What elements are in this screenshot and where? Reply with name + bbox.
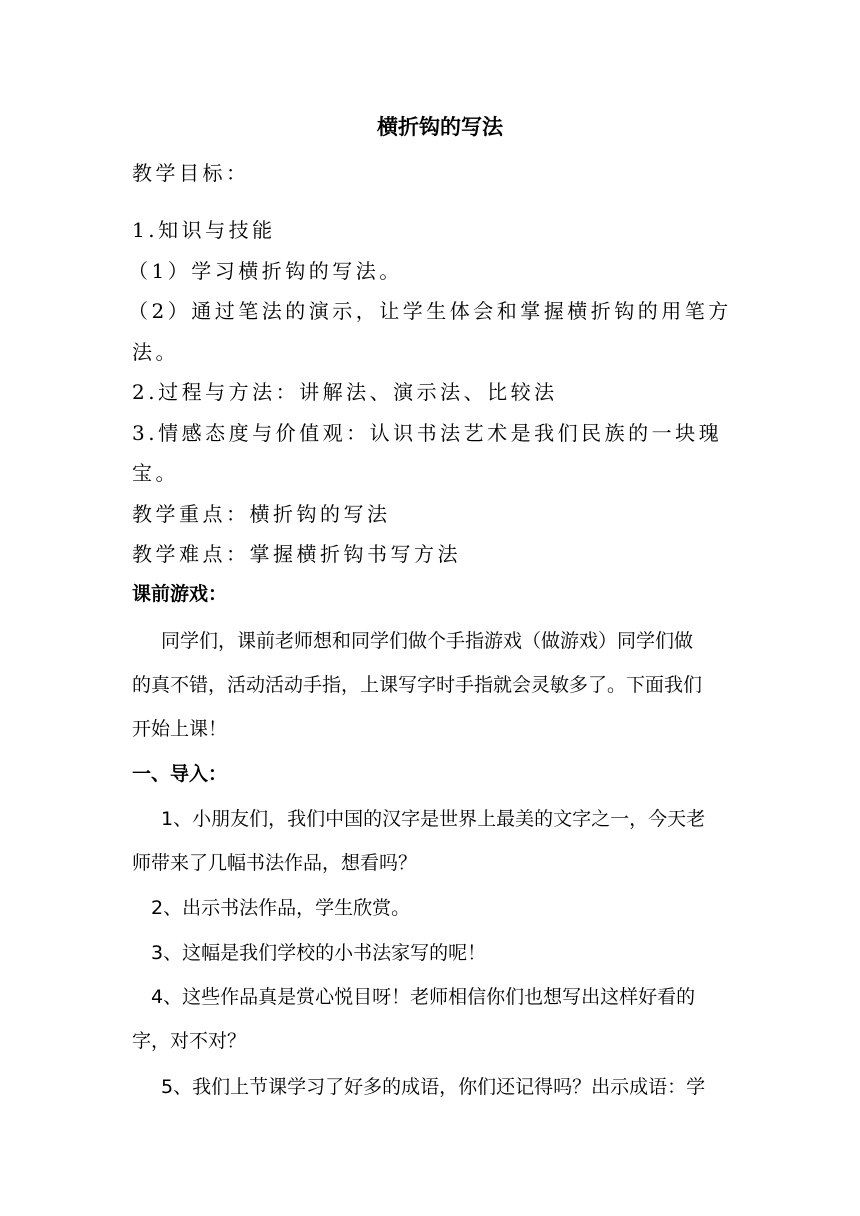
objective-2: 2.过程与方法：讲解法、演示法、比较法	[132, 380, 558, 404]
difficult-point: 教学难点：掌握横折钩书写方法	[132, 542, 461, 566]
intro-item-4-cont: 字，对不对？	[132, 1030, 247, 1052]
game-heading: 课前游戏：	[132, 583, 228, 605]
objective-1-item-2: （2）通过笔法的演示，让学生体会和掌握横折钩的用笔方	[128, 299, 732, 323]
objective-3: 3.情感态度与价值观：认识书法艺术是我们民族的一块瑰	[132, 421, 723, 445]
intro-item-1-cont: 师带来了几幅书法作品，想看吗？	[132, 852, 418, 874]
intro-item-5: 5、我们上节课学习了好多的成语，你们还记得吗？出示成语：学	[161, 1076, 706, 1098]
objectives-heading: 教学目标：	[132, 161, 250, 185]
intro-item-4: 4、这些作品真是赏心悦目呀！老师相信你们也想写出这样好看的	[151, 986, 696, 1008]
objective-1-heading: 1.知识与技能	[132, 218, 276, 242]
game-text-line-2: 的真不错，活动活动手指，上课写字时手指就会灵敏多了。下面我们	[132, 674, 703, 696]
intro-item-3: 3、这幅是我们学校的小书法家写的呢！	[151, 942, 487, 964]
intro-item-2: 2、出示书法作品，学生欣赏。	[151, 897, 411, 919]
objective-3-cont: 宝。	[132, 461, 179, 485]
intro-heading: 一、导入：	[132, 763, 228, 785]
objective-1-item-1: （1）学习横折钩的写法。	[128, 259, 403, 283]
intro-item-1: 1、小朋友们，我们中国的汉字是世界上最美的文字之一，今天老	[161, 808, 706, 830]
game-text-line-3: 开始上课！	[132, 718, 228, 740]
objective-1-item-2-cont: 法。	[132, 340, 179, 364]
game-text-line-1: 同学们，课前老师想和同学们做个手指游戏（做游戏）同学们做	[161, 630, 694, 652]
key-point: 教学重点：横折钩的写法	[132, 502, 391, 526]
document-title: 横折钩的写法	[377, 115, 503, 139]
